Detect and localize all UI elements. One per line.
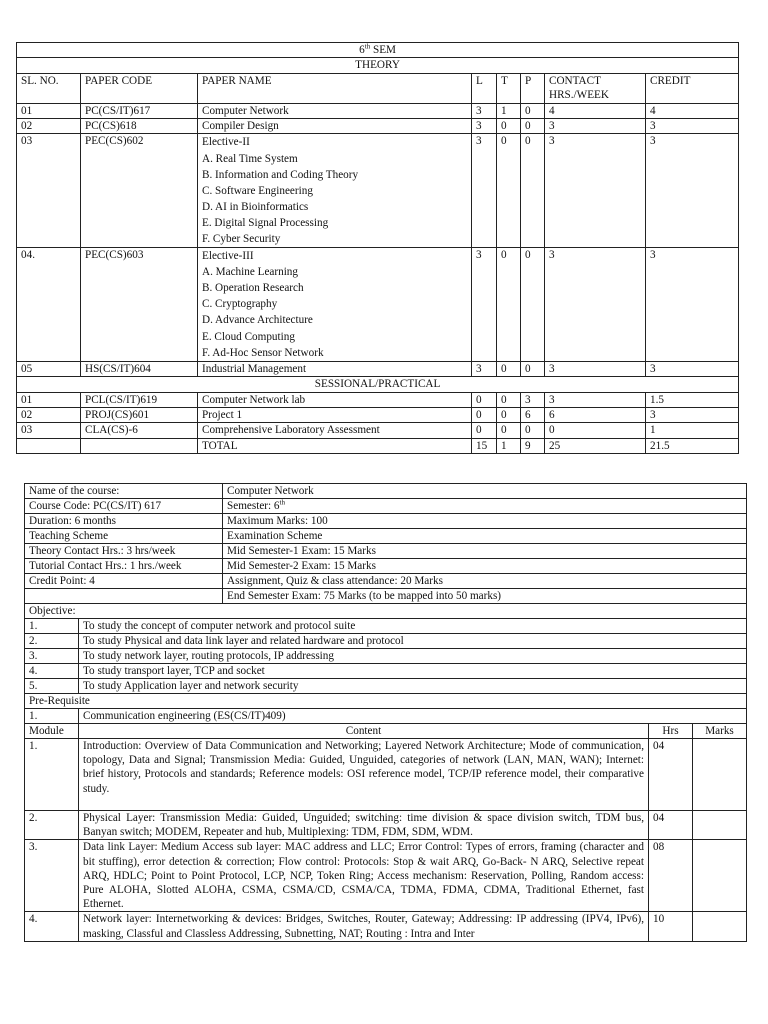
lecture-hours: 3 [472,248,497,362]
total-l: 15 [472,438,497,453]
paper-name: Computer Network [198,103,472,118]
header-paper-name: PAPER NAME [198,73,472,103]
paper-code: PC(CS)618 [81,119,198,134]
practical-hours: 0 [521,361,545,376]
sl-no: 02 [17,119,81,134]
semester-table [16,42,739,454]
module-number: 1. [25,739,79,811]
objective-number: 3. [25,649,79,664]
info-label: Theory Contact Hrs.: 3 hrs/week [25,544,223,559]
objective-text: To study Application layer and network security [79,679,747,694]
elective-option: A. Real Time System [202,152,298,165]
hrs-header: Hrs [649,724,693,739]
sessional-label-row [17,377,739,392]
contact-hours: 3 [545,119,646,134]
sl-no: 01 [17,392,81,407]
paper-name [198,134,472,248]
prereq-label: Pre-Requisite [25,694,747,709]
info-value: Examination Scheme [223,529,747,544]
objective-row [25,619,747,634]
header-t: T [497,73,521,103]
tutorial-hours: 0 [497,134,521,248]
total-contact: 25 [545,438,646,453]
module-number: 4. [25,912,79,941]
module-marks [693,912,747,941]
info-value: Computer Network [223,484,747,499]
paper-code: PEC(CS)603 [81,248,198,362]
info-label: Teaching Scheme [25,529,223,544]
objective-text: To study transport layer, TCP and socket [79,664,747,679]
lecture-hours: 0 [472,392,497,407]
practical-hours: 3 [521,392,545,407]
elective-title: Elective-III [202,250,254,263]
course-info-row [25,484,747,499]
prereq-number: 1. [25,709,79,724]
contact-hours: 4 [545,103,646,118]
credit: 3 [646,248,739,362]
theory-label-row [17,58,739,73]
info-label: Credit Point: 4 [25,574,223,589]
theory-label: THEORY [17,58,739,73]
objective-row [25,634,747,649]
header-paper-code: PAPER CODE [81,73,198,103]
objective-label: Objective: [25,604,747,619]
contact-hours: 0 [545,423,646,438]
module-row [25,912,747,941]
elective-option: E. Digital Signal Processing [202,216,329,229]
module-content: Physical Layer: Transmission Media: Guided, Unguided; switching: time division & space division switch, TDM bus, Banyan switch; MODEM, Repeater and hub, Multiplexing: TDM, FDM, SDM, WDM. [79,811,649,840]
info-value: Maximum Marks: 100 [223,514,747,529]
tutorial-hours: 1 [497,103,521,118]
course-info-row [25,559,747,574]
info-label: Tutorial Contact Hrs.: 1 hrs./week [25,559,223,574]
sessional-label: SESSIONAL/PRACTICAL [17,377,739,392]
total-label: TOTAL [198,438,472,453]
paper-code: PCL(CS/IT)619 [81,392,198,407]
semester-title: 6th SEM [17,43,739,58]
prereq-label-row [25,694,747,709]
tutorial-hours: 0 [497,119,521,134]
paper-code: HS(CS/IT)604 [81,361,198,376]
credit: 3 [646,119,739,134]
objective-number: 1. [25,619,79,634]
module-marks [693,840,747,912]
practical-hours: 0 [521,119,545,134]
contact-hours: 6 [545,407,646,422]
credit: 4 [646,103,739,118]
paper-code: CLA(CS)-6 [81,423,198,438]
credit: 3 [646,134,739,248]
tutorial-hours: 0 [497,407,521,422]
info-label [25,589,223,604]
sl-no: 02 [17,407,81,422]
header-contact: CONTACT HRS./WEEK [545,73,646,103]
paper-name: Comprehensive Laboratory Assessment [198,423,472,438]
course-info-row [25,499,747,514]
contact-hours: 3 [545,392,646,407]
module-row [25,811,747,840]
total-t: 1 [497,438,521,453]
lecture-hours: 0 [472,423,497,438]
course-info-row [25,514,747,529]
module-row [25,739,747,811]
sl-no: 05 [17,361,81,376]
module-content: Data link Layer: Medium Access sub layer: MAC address and LLC; Error Control: Types of errors, framing (character and bit stuffing), error detection & correction; Flow control: Protocols: Stop & wait ARQ, Go-Back- N ARQ, Selective repeat ARQ, HDLC; Point to Point Protocol, LCP, NCP, Token Ring; Access mechanism: Reservation, Polling, Random access: Pure ALOHA, Slotted ALOHA, CSMA, CSMA/CD, CSMA/CA, TDMA, FDMA, CDMA, Traditional Ethernet, fast Ethernet. [79,840,649,912]
elective-option: F. Cyber Security [202,233,281,245]
elective-title: Elective-II [202,136,250,149]
total-row [17,438,739,453]
objective-label-row [25,604,747,619]
tutorial-hours: 0 [497,248,521,362]
contact-hours: 3 [545,134,646,248]
module-header: Module [25,724,79,739]
credit: 3 [646,361,739,376]
info-value: Assignment, Quiz & class attendance: 20 Marks [223,574,747,589]
objective-number: 2. [25,634,79,649]
total-credit: 21.5 [646,438,739,453]
objective-number: 5. [25,679,79,694]
elective-option: C. Software Engineering [202,184,313,197]
tutorial-hours: 0 [497,392,521,407]
module-hrs: 04 [649,739,693,811]
elective-option: C. Cryptography [202,298,278,311]
module-number: 2. [25,811,79,840]
table-row [17,407,739,422]
table-row-elective-ii [17,134,739,248]
elective-option: A. Machine Learning [202,266,298,279]
header-l: L [472,73,497,103]
paper-name [198,248,472,362]
practical-hours: 6 [521,407,545,422]
table-row [17,423,739,438]
objective-text: To study Physical and data link layer and related hardware and protocol [79,634,747,649]
lecture-hours: 3 [472,134,497,248]
module-row [25,840,747,912]
elective-option: F. Ad-Hoc Sensor Network [202,346,324,359]
sl-no: 03 [17,134,81,248]
module-hrs: 10 [649,912,693,941]
header-p: P [521,73,545,103]
table-row [17,119,739,134]
lecture-hours: 3 [472,361,497,376]
elective-option: B. Information and Coding Theory [202,168,359,181]
course-info-row [25,574,747,589]
module-content: Introduction: Overview of Data Communication and Networking; Layered Network Architecture; Mode of communication, topology, Data and Signal; Transmission Media: Guided, Unguided, categories of network (LAN, MAN, WAN); Internet: brief history, Protocols and standards; Reference models: OSI reference model, TCP/IP reference model, their comparative study. [79,739,649,811]
paper-name: Industrial Management [198,361,472,376]
content-header: Content [79,724,649,739]
elective-option: E. Cloud Computing [202,330,295,343]
sl-no: 01 [17,103,81,118]
paper-name: Compiler Design [198,119,472,134]
credit: 3 [646,407,739,422]
info-label: Course Code: PC(CS/IT) 617 [25,499,223,514]
practical-hours: 0 [521,103,545,118]
lecture-hours: 0 [472,407,497,422]
table-row-elective-iii [17,248,739,362]
table-row [17,361,739,376]
lecture-hours: 3 [472,103,497,118]
elective-option: D. Advance Architecture [202,314,313,327]
objective-text: To study network layer, routing protocols, IP addressing [79,649,747,664]
tutorial-hours: 0 [497,423,521,438]
credit: 1.5 [646,392,739,407]
objective-text: To study the concept of computer network and protocol suite [79,619,747,634]
practical-hours: 0 [521,423,545,438]
credit: 1 [646,423,739,438]
objective-number: 4. [25,664,79,679]
practical-hours: 0 [521,248,545,362]
lecture-hours: 3 [472,119,497,134]
module-hrs: 04 [649,811,693,840]
info-value: Mid Semester-2 Exam: 15 Marks [223,559,747,574]
course-info-row [25,529,747,544]
paper-code: PEC(CS)602 [81,134,198,248]
course-details-table [24,483,747,942]
module-header-row [25,724,747,739]
header-sl-no: SL. NO. [17,73,81,103]
sl-no: 04. [17,248,81,362]
info-label: Name of the course: [25,484,223,499]
elective-option: B. Operation Research [202,282,304,295]
paper-code: PROJ(CS)601 [81,407,198,422]
header-credit: CREDIT [646,73,739,103]
course-info-row [25,544,747,559]
course-info-row [25,589,747,604]
objective-row [25,649,747,664]
paper-name: Project 1 [198,407,472,422]
objective-row [25,664,747,679]
paper-name: Computer Network lab [198,392,472,407]
contact-hours: 3 [545,248,646,362]
prereq-text: Communication engineering (ES(CS/IT)409) [79,709,747,724]
module-content: Network layer: Internetworking & devices: Bridges, Switches, Router, Gateway; Addressing: IP addressing (IPV4, IPv6), masking, Classful and Classless Addressing, Subnetting, NAT; Routing : Intra and Inter [79,912,649,941]
info-value: Mid Semester-1 Exam: 15 Marks [223,544,747,559]
objective-row [25,679,747,694]
module-number: 3. [25,840,79,912]
info-label: Duration: 6 months [25,514,223,529]
paper-code: PC(CS/IT)617 [81,103,198,118]
info-value: End Semester Exam: 75 Marks (to be mapped into 50 marks) [223,589,747,604]
module-hrs: 08 [649,840,693,912]
contact-hours: 3 [545,361,646,376]
semester-header-row [17,73,739,103]
prereq-row [25,709,747,724]
table-row [17,392,739,407]
info-value: Semester: 6th [223,499,747,514]
total-p: 9 [521,438,545,453]
semester-title-row [17,43,739,58]
marks-header: Marks [693,724,747,739]
sl-no: 03 [17,423,81,438]
elective-option: D. AI in Bioinformatics [202,200,309,213]
module-marks [693,739,747,811]
tutorial-hours: 0 [497,361,521,376]
table-row [17,103,739,118]
module-marks [693,811,747,840]
practical-hours: 0 [521,134,545,248]
